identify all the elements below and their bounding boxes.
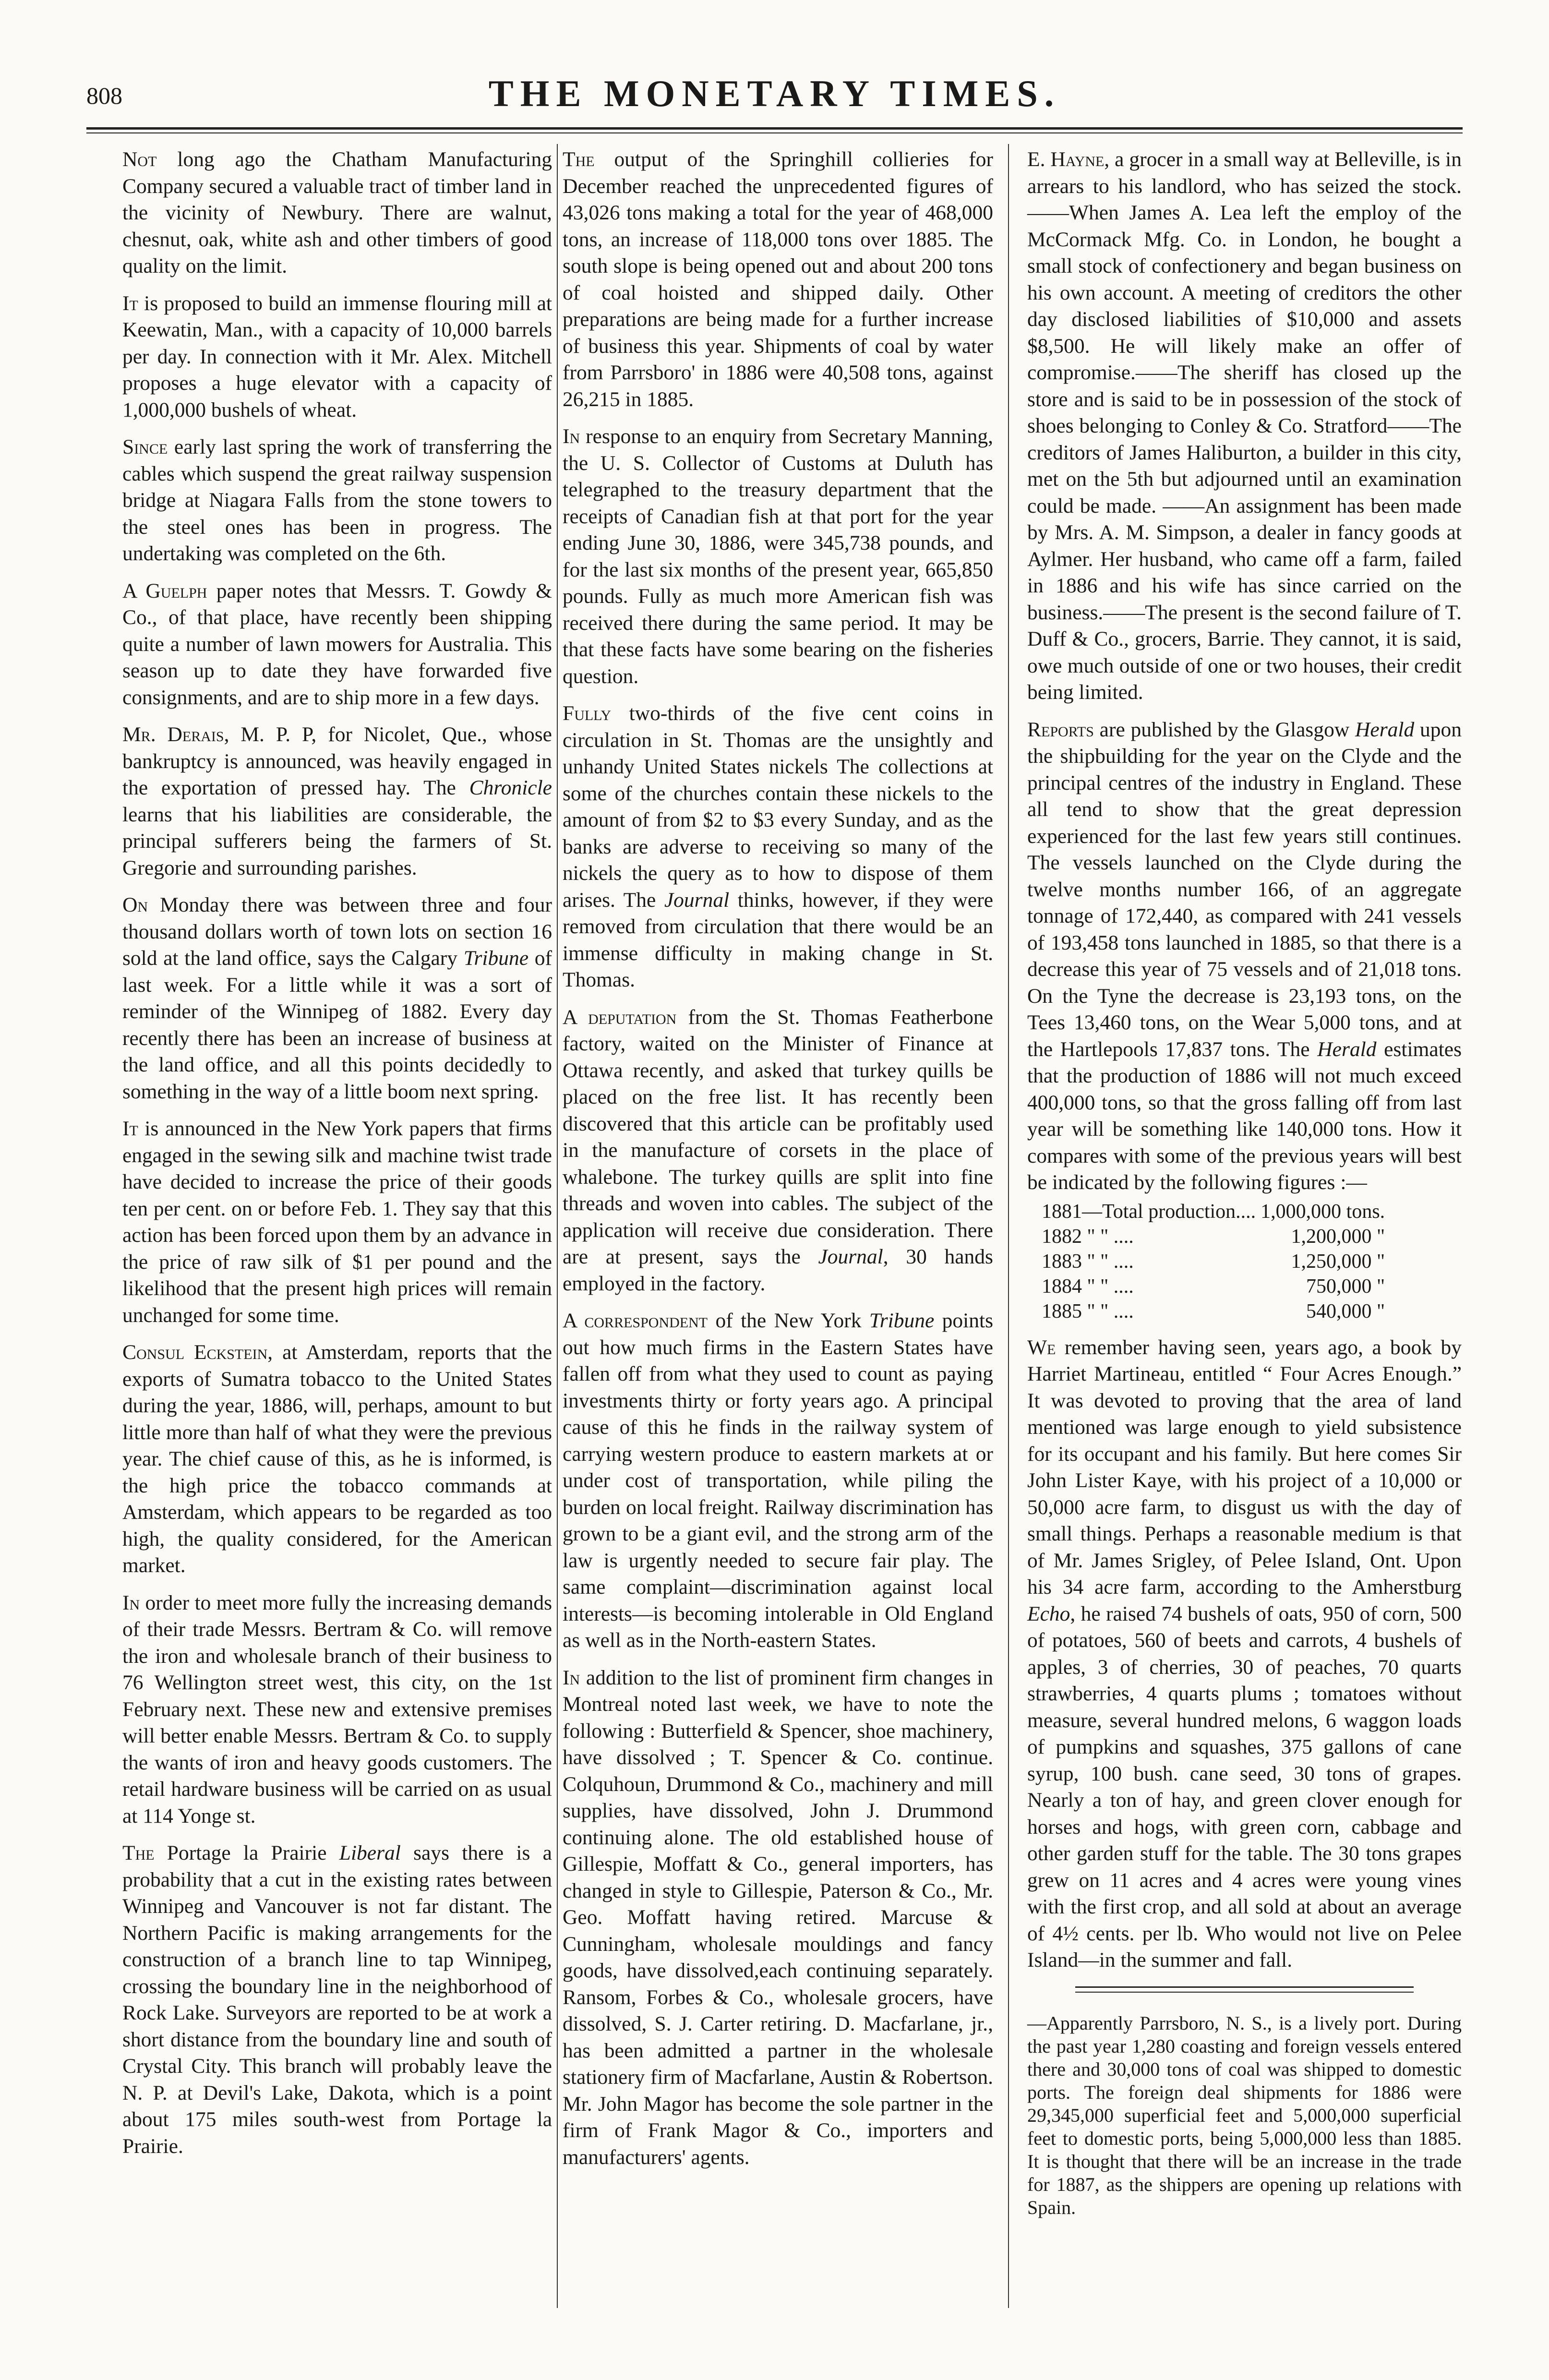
article-paragraph: In addition to the list of prominent firm changes in Montreal noted last week, we have to note the following : Butterfield & Spencer, shoe machinery, have dissolved ; T. Spencer & Co. continue. Colquhoun, Drummond & Co., machinery and mill supplies, have dissolved, John J. Drummond continuing alone. The old established house of Gillespie, Moffatt & Co., general importers, has changed in style to Gillespie, Paterson & Co., Mr. Geo. Moffatt having retired. Marcuse & Cunningham, wholesale mouldings and fancy goods, have dissolved,each continuing separately. Ransom, Forbes & Co., wholesale grocers, have dissolved, S. J. Carter retiring. D. Macfarlane, jr., has been admitted a partner in the wholesale stationery firm of Macfarlane, Austin & Robertson. Mr. John Magor has become the sole partner in the firm of Frank Magor & Co., importers and manufacturers' agents. [563, 1666, 993, 2169]
article-paragraph: On Monday there was between three and four thousand dollars worth of town lots on section 16 sold at the land office, says the Calgary Tribune of last week. For a little while it was a sort of reminder of the Winnipeg of 1882. Every day recently there has been an increase of business at the land office, and all this points decidedly to something in the way of a little boom next spring. [122, 893, 552, 1103]
column-divider [557, 144, 558, 2308]
article-paragraph: Not long ago the Chatham Manufacturing Company secured a valuable tract of timber land in the vicinity of Newbury. There are walnut, chesnut, oak, white ash and other timbers of good quality on the limit. [122, 148, 552, 277]
article-paragraph: —Apparently Parrsboro, N. S., is a lively port. During the past year 1,280 coasting and foreign vessels entered there and 30,000 tons of coal was shipped to domestic ports. The foreign deal shipments for 1886 were 29,345,000 superficial feet and 5,000,000 superficial feet to domestic ports, being 5,000,000 less than 1885. It is thought that there will be an increase in the trade for 1887, as the shippers are opening up relations with Spain. [1027, 2012, 1462, 2218]
article-paragraph: The output of the Springhill collieries for December reached the unprecedented figures of 43,026 tons making a total for the year of 468,000 tons, an increase of 118,000 tons over 1885. The south slope is being opened out and about 200 tons of coal hoisted and shipped daily. Other preparations are being made for a further increase of business this year. Shipments of coal by water from Parrsboro' in 1886 were 40,508 tons, against 26,215 in 1885. [563, 148, 993, 411]
header-rule [86, 127, 1463, 130]
section-divider [1075, 1992, 1414, 1993]
table-row: 1885 " " .... 540,000 " [1042, 1300, 1385, 1322]
article-paragraph: Reports are published by the Glasgow Herald upon the shipbuilding for the year on the Clyde and the principal centres of the industry in England. These all tend to show that the great depression experienced for the last few years still continues. The vessels launched on the Clyde during the twelve months number 166, of an aggregate tonnage of 172,440, as compared with 241 vessels of 193,458 tons launched in 1885, so that there is a decrease this year of 75 vessels and of 21,018 tons. On the Tyne the decrease is 23,193 tons, on the Tees 13,460 tons, on the Wear 5,000 tons, and at the Hartlepools 17,837 tons. The Herald estimates that the production of 1886 will not much exceed 400,000 tons, so that the gross falling off from last year will be something like 140,000 tons. How it compares with some of the previous years will best be indicated by the following figures :— [1027, 718, 1462, 1194]
column-1 [122, 146, 552, 2170]
header-rule-thin [86, 132, 1463, 133]
article-paragraph: Fully two-thirds of the five cent coins in circulation in St. Thomas are the unsightly and unhandy United States nickels The collections at some of the churches contain these nickels to the amount of from $2 to $3 every Sunday, and as the banks are adverse to receiving so many of the nickels the query as to how to dispose of them arises. The Journal thinks, however, if they were removed from circulation that there would be an immense difficulty in making change in St. Thomas. [563, 702, 994, 991]
table-row: 1882 " " .... 1,200,000 " [1042, 1225, 1385, 1248]
article-paragraph: Consul Eckstein, at Amsterdam, reports that the exports of Sumatra tobacco to the United States during the year, 1886, will, perhaps, amount to but little more than half of what they were the previous year. The chief cause of this, as he is informed, is the high price the tobacco commands at Amsterdam, which appears to be regarded as too high, the quality considered, for the American market. [122, 1341, 552, 1577]
table-row: 1883 " " .... 1,250,000 " [1042, 1250, 1385, 1273]
article-paragraph: Since early last spring the work of transferring the cables which suspend the great railway suspension bridge at Niagara Falls from the stone towers to the steel ones has been in progress. The undertaking was completed on the 6th. [122, 435, 552, 565]
article-paragraph: It is proposed to build an immense flouring mill at Keewatin, Man., with a capacity of 10,000 barrels per day. In connection with it Mr. Alex. Mitchell proposes a huge elevator with a capacity of 1,000,000 bushels of wheat. [122, 291, 552, 421]
article-paragraph: A deputation from the St. Thomas Featherbone factory, waited on the Minister of Finance at Ottawa recently, and asked that turkey quills be placed on the free list. It has recently been discovered that this article can be profitably used in the manufacture of corsets in the place of whalebone. The turkey quills are split into fine threads and woven into cables. The subject of the application will receive due consideration. There are at present, says the Journal, 30 hands employed in the factory. [563, 1005, 993, 1295]
article-paragraph: In response to an enquiry from Secretary Manning, the U. S. Collector of Customs at Duluth has telegraphed to the treasury department that the receipts of Canadian fish at that port for the year ending June 30, 1886, were 345,738 pounds, and for the last six months of the present year, 665,850 pounds. Fully as much more American fish was received there during the same period. It may be that these facts have some bearing on the fisheries question. [563, 425, 993, 688]
column-divider [1008, 144, 1009, 2308]
table-row: 1884 " " .... 750,000 " [1042, 1275, 1385, 1298]
article-paragraph: We remember having seen, years ago, a book by Harriet Martineau, entitled “ Four Acres Enough.” It was devoted to proving that the area of land mentioned was large enough to yield subsistence for its occupant and his family. But here comes Sir John Lister Kaye, with his project of a 10,000 or 50,000 acre farm, to disgust us with the day of small things. Perhaps a reasonable medium is that of Mr. James Srigley, of Pelee Island, Ont. Upon his 34 acre farm, according to the Amherstburg Echo, he raised 74 bushels of oats, 950 of corn, 500 of potatoes, 560 of beets and carrots, 4 bushels of apples, 3 of cherries, 30 of peaches, 70 quarts strawberries, 4 quarts plums ; tomatoes without measure, several hundred melons, 6 waggon loads of pumpkins and squashes, 375 gallons of cane syrup, 100 bush. cane seed, 30 tons of grapes. Nearly a ton of hay, and green clover enough for horses and hogs, with green corn, cabbage and other garden stuff for the table. The 30 tons grapes grew on 11 acres and 4 acres were young vines with the first crop, and all sold at about an average of 4½ cents. per lb. Who would not live on Pelee Island—in the summer and fall. [1027, 1335, 1462, 1971]
column-2 [563, 146, 993, 2181]
production-table [1042, 1199, 1390, 1324]
table-row: 1881—Total production.... 1,000,000 tons. [1042, 1200, 1385, 1223]
masthead-title: THE MONETARY TIMES. [488, 72, 1061, 114]
article-paragraph: A correspondent of the New York Tribune points out how much firms in the Eastern States have fallen off from what they used to count as paying investments thirty or forty years ago. A principal cause of this he finds in the railway system of carrying western produce to eastern markets at or under cost of transportation, while piling the burden on local freight. Railway discrimination has grown to be a giant evil, and the strong arm of the law is urgently needed to secure fair play. The same complaint—discrimination against local interests—is becoming intolerable in Old England as well as in the North-eastern States. [563, 1309, 994, 1652]
article-paragraph: E. Hayne, a grocer in a small way at Belleville, is in arrears to his landlord, who has seized the stock.——When James A. Lea left the employ of the McCormack Mfg. Co. in London, he bought a small stock of confectionery and began business on his own account. A meeting of creditors the other day disclosed liabilities of $10,000 and assets $8,500. He will likely make an offer of compromise.——The sheriff has closed up the store and is said to be in possession of the stock of shoes belonging to Conley & Co. Stratford——The creditors of James Haliburton, a builder in this city, met on the 5th but adjourned until an examination could be made. ——An assignment has been made by Mrs. A. M. Simpson, a dealer in fancy goods at Aylmer. Her husband, who came off a farm, failed in 1886 and his wife has since carried on the business.——The present is the second failure of T. Duff & Co., grocers, Barrie. They cannot, it is said, owe much outside of one or two houses, their credit being limited. [1027, 148, 1462, 704]
article-paragraph: The Portage la Prairie Liberal says there is a probability that a cut in the existing rates between Winnipeg and Vancouver is not far distant. The Northern Pacific is making arrangements for the construction of a branch line to tap Winnipeg, crossing the boundary line in the neighborhood of Rock Lake. Surveyors are reported to be at work a short distance from the boundary line and south of Crystal City. This branch will probably leave the N. P. at Devil's Lake, Dakota, which is a point about 175 miles south-west from Portage la Prairie. [122, 1841, 552, 2158]
page-header [86, 72, 1463, 130]
article-paragraph: In order to meet more fully the increasing demands of their trade Messrs. Bertram & Co. will remove the iron and wholesale branch of their business to 76 Wellington street west, this city, on the 1st February next. These new and extensive premises will better enable Messrs. Bertram & Co. to supply the wants of iron and heavy goods customers. The retail hardware business will be carried on as usual at 114 Yonge st. [122, 1591, 552, 1827]
section-divider [1075, 1986, 1414, 1988]
page-number: 808 [86, 82, 122, 109]
article-paragraph: A Guelph paper notes that Messrs. T. Gowdy & Co., of that place, have recently been shipping quite a number of lawn mowers for Australia. This season up to date they have forwarded five consignments, and are to ship more in a few days. [122, 579, 552, 709]
article-paragraph: Mr. Derais, M. P. P, for Nicolet, Que., whose bankruptcy is announced, was heavily engaged in the exportation of pressed hay. The Chronicle learns that his liabilities are considerable, the principal sufferers being the farmers of St. Gregorie and surrounding parishes. [122, 723, 552, 879]
column-3 [1027, 146, 1462, 2230]
article-paragraph: It is announced in the New York papers that firms engaged in the sewing silk and machine twist trade have decided to increase the price of their goods ten per cent. on or before Feb. 1. They say that this action has been forced upon them by an advance in the price of raw silk of $1 per pound and the likelihood that the present high prices will remain unchanged for some time. [122, 1117, 552, 1327]
